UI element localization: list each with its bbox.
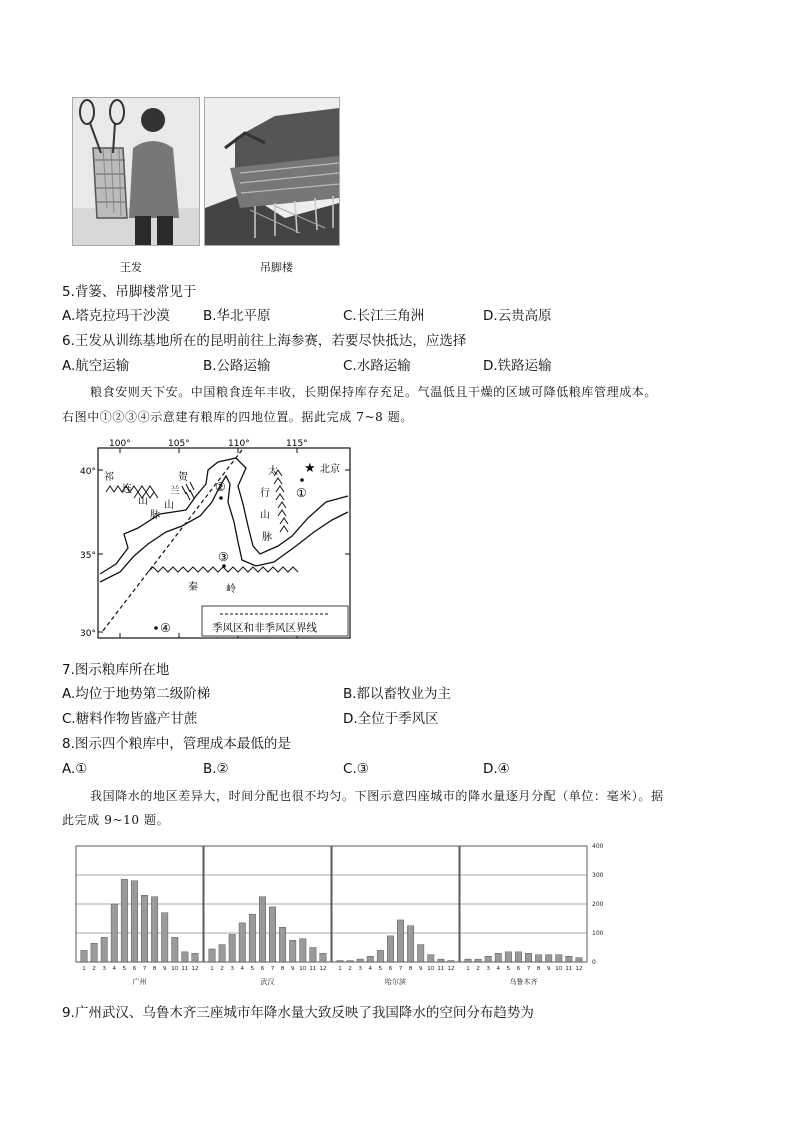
photo-wang-fa [72,97,200,246]
chart-bar [556,955,562,962]
grain-depot-map [78,436,358,644]
chart-bar [448,961,454,962]
chart-x-tick-label: 1 [466,966,470,972]
chart-x-tick-label: 1 [82,966,86,972]
chart-bar [192,953,198,962]
chart-bar [475,959,481,962]
qilian-char-3: 山 [138,496,148,507]
chart-x-tick-label: 6 [388,966,393,972]
helan-char-1: 贺 [178,472,188,483]
question-5-option-c[interactable]: C.长江三角洲 [343,308,425,324]
chart-bar [428,955,434,962]
question-8-option-b[interactable]: B.② [203,761,229,777]
chart-x-tick-label: 12 [319,966,327,972]
chart-bar [161,913,167,962]
marker-1: ① [296,486,307,500]
chart-x-tick-label: 3 [358,966,362,972]
taihang-char-2: 行 [260,488,270,499]
chart-bar [219,945,225,962]
intro-7-8-line2: 右图中①②③④示意建有粮库的四地位置。据此完成 7~8 题。 [62,410,413,424]
chart-x-tick-label: 2 [476,966,480,972]
chart-x-tick-label: 4 [368,966,373,972]
chart-bar [465,959,471,962]
chart-x-tick-label: 11 [181,966,189,972]
chart-x-tick-label: 4 [496,966,501,972]
question-6-option-b[interactable]: B.公路运输 [203,358,271,374]
question-9-stem: 9.广州武汉、乌鲁木齐三座城市年降水量大致反映了我国降水的空间分布趋势为 [62,1005,534,1021]
chart-x-tick-label: 6 [132,966,137,972]
precipitation-chart-svg [74,840,614,990]
chart-x-tick-label: 9 [290,966,295,972]
chart-x-tick-label: 5 [378,966,383,972]
chart-x-tick-label: 11 [565,966,573,972]
qilian-char-2: 连 [122,484,132,495]
beijing-label: 北京 [320,464,340,475]
chart-x-tick-label: 11 [309,966,317,972]
lat-label-35: 35° [80,551,96,561]
chart-x-tick-label: 3 [230,966,234,972]
chart-x-tick-label: 12 [447,966,455,972]
beijing-star-icon: ★ [304,461,316,476]
chart-bar [310,948,316,963]
chart-bar [131,881,137,962]
qinling-char-1: 秦 [188,582,198,593]
chart-x-tick-label: 6 [260,966,265,972]
chart-bar [182,952,188,962]
chart-bar [279,927,285,962]
chart-bar [111,904,117,962]
chart-bar [101,937,107,962]
chart-bar [535,955,541,962]
chart-x-tick-label: 9 [418,966,423,972]
chart-x-tick-label: 8 [408,966,413,972]
chart-bar [525,953,531,962]
chart-x-tick-label: 7 [398,966,403,972]
chart-bar [91,943,97,962]
chart-x-tick-label: 7 [526,966,531,972]
question-6-option-d[interactable]: D.铁路运输 [483,358,552,374]
lat-label-30: 30° [80,629,96,639]
chart-x-tick-label: 12 [191,966,199,972]
chart-x-tick-label: 2 [220,966,224,972]
taihang-char-4: 脉 [262,532,272,543]
chart-x-tick-label: 8 [536,966,541,972]
chart-y-tick-label: 300 [592,872,604,879]
chart-x-tick-label: 3 [486,966,490,972]
chart-bar [397,920,403,962]
chart-y-tick-label: 200 [592,901,604,908]
map-legend-label: 季风区和非季风区界线 [212,622,317,634]
chart-x-tick-label: 4 [240,966,245,972]
lat-label-40: 40° [80,467,96,477]
question-5-option-d[interactable]: D.云贵高原 [483,308,552,324]
chart-bar [387,936,393,962]
chart-x-tick-label: 10 [171,966,179,972]
question-8-option-a[interactable]: A.① [62,761,88,777]
chart-x-tick-label: 2 [92,966,96,972]
question-7-option-c[interactable]: C.糖料作物皆盛产甘蔗 [62,711,198,727]
chart-bar [300,939,306,962]
question-7-option-d[interactable]: D.全位于季风区 [343,711,439,727]
chart-x-tick-label: 11 [437,966,445,972]
chart-y-tick-label: 0 [592,959,596,966]
marker-3: ③ [218,550,229,564]
chart-y-tick-label: 400 [592,843,604,850]
chart-bar [347,961,353,962]
question-5-option-a[interactable]: A.塔克拉玛干沙漠 [62,308,170,324]
chart-x-tick-label: 7 [142,966,147,972]
chart-x-tick-label: 8 [152,966,157,972]
question-8-stem: 8.图示四个粮库中，管理成本最低的是 [62,736,291,752]
chart-y-tick-label: 100 [592,930,604,937]
chart-city-label: 广州 [132,978,147,986]
question-7-stem: 7.图示粮库所在地 [62,662,170,678]
chart-bar [407,926,413,962]
chart-bar [172,937,178,962]
chart-city-label: 乌鲁木齐 [509,978,538,986]
marker-4: ④ [160,621,171,635]
intro-9-10-line2: 此完成 9~10 题。 [62,813,170,827]
question-7-option-b[interactable]: B.都以畜牧业为主 [343,686,452,702]
question-6-option-a[interactable]: A.航空运输 [62,358,130,374]
question-6-option-c[interactable]: C.水路运输 [343,358,411,374]
chart-bar [495,953,501,962]
chart-x-tick-label: 1 [338,966,342,972]
marker-2: ② [215,480,226,494]
chart-bar [367,956,373,962]
chart-bar [377,950,383,962]
lon-label-100: 100° [109,439,131,449]
chart-bar [337,961,343,962]
chart-bar [81,950,87,962]
chart-bar [320,953,326,962]
question-5-stem: 5.背篓、吊脚楼常见于 [62,284,197,300]
chart-bar [239,923,245,962]
chart-bar [121,879,127,962]
chart-x-tick-label: 1 [210,966,214,972]
chart-x-tick-label: 2 [348,966,352,972]
chart-bar [289,940,295,962]
qinling-char-2: 岭 [226,584,236,595]
chart-x-tick-label: 7 [270,966,275,972]
chart-x-tick-label: 4 [112,966,117,972]
photo-caption-right: 吊脚楼 [260,261,293,274]
precipitation-chart [74,840,614,990]
photo-caption-left: 王发 [120,261,142,274]
chart-bar [576,958,582,962]
chart-bar [209,949,215,962]
qilian-char-1: 祁 [104,472,114,483]
chart-x-tick-label: 9 [162,966,167,972]
chart-x-tick-label: 10 [299,966,307,972]
lon-label-115: 115° [286,439,308,449]
chart-x-tick-label: 5 [122,966,127,972]
chart-x-tick-label: 12 [575,966,583,972]
photo-stilt-house [204,97,340,246]
taihang-char-1: 太 [268,466,278,477]
chart-bar [249,914,255,962]
chart-bar [259,897,265,962]
chart-bar [269,907,275,962]
intro-7-8-line1: 粮食安则天下安。中国粮食连年丰收，长期保持库存充足。气温低且干燥的区域可降低粮库管理成本。 [90,385,658,399]
chart-bar [151,897,157,962]
question-5-option-b[interactable]: B.华北平原 [203,308,271,324]
chart-bar [505,952,511,962]
chart-bar [485,956,491,962]
chart-x-tick-label: 10 [555,966,563,972]
chart-bar [566,956,572,962]
chart-bar [515,952,521,962]
chart-x-tick-label: 6 [516,966,521,972]
chart-x-tick-label: 3 [102,966,106,972]
chart-bar [229,934,235,962]
chart-x-tick-label: 5 [250,966,255,972]
intro-9-10-line1: 我国降水的地区差异大，时间分配也很不均匀。下图示意四座城市的降水量逐月分配（单位：毫米）。据 [90,789,664,803]
chart-bar [417,945,423,962]
chart-city-label: 哈尔滨 [385,978,406,986]
chart-bar [357,959,363,962]
taihang-char-3: 山 [260,510,270,521]
chart-x-tick-label: 9 [546,966,551,972]
helan-char-3: 山 [164,500,174,511]
chart-bar [141,895,147,962]
question-8-option-c[interactable]: C.③ [343,761,369,777]
chart-bar [545,955,551,962]
chart-x-tick-label: 8 [280,966,285,972]
helan-char-2: 兰 [170,486,180,497]
lon-label-105: 105° [168,439,190,449]
question-7-option-a[interactable]: A.均位于地势第二级阶梯 [62,686,211,702]
chart-x-tick-label: 10 [427,966,435,972]
question-6-stem: 6.王发从训练基地所在的昆明前往上海参赛，若要尽快抵达，应选择 [62,333,467,349]
question-8-option-d[interactable]: D.④ [483,761,510,777]
chart-city-label: 武汉 [260,978,275,986]
chart-x-tick-label: 5 [506,966,511,972]
chart-bar [438,959,444,962]
lon-label-110: 110° [228,439,250,449]
qilian-char-4: 脉 [150,510,160,521]
